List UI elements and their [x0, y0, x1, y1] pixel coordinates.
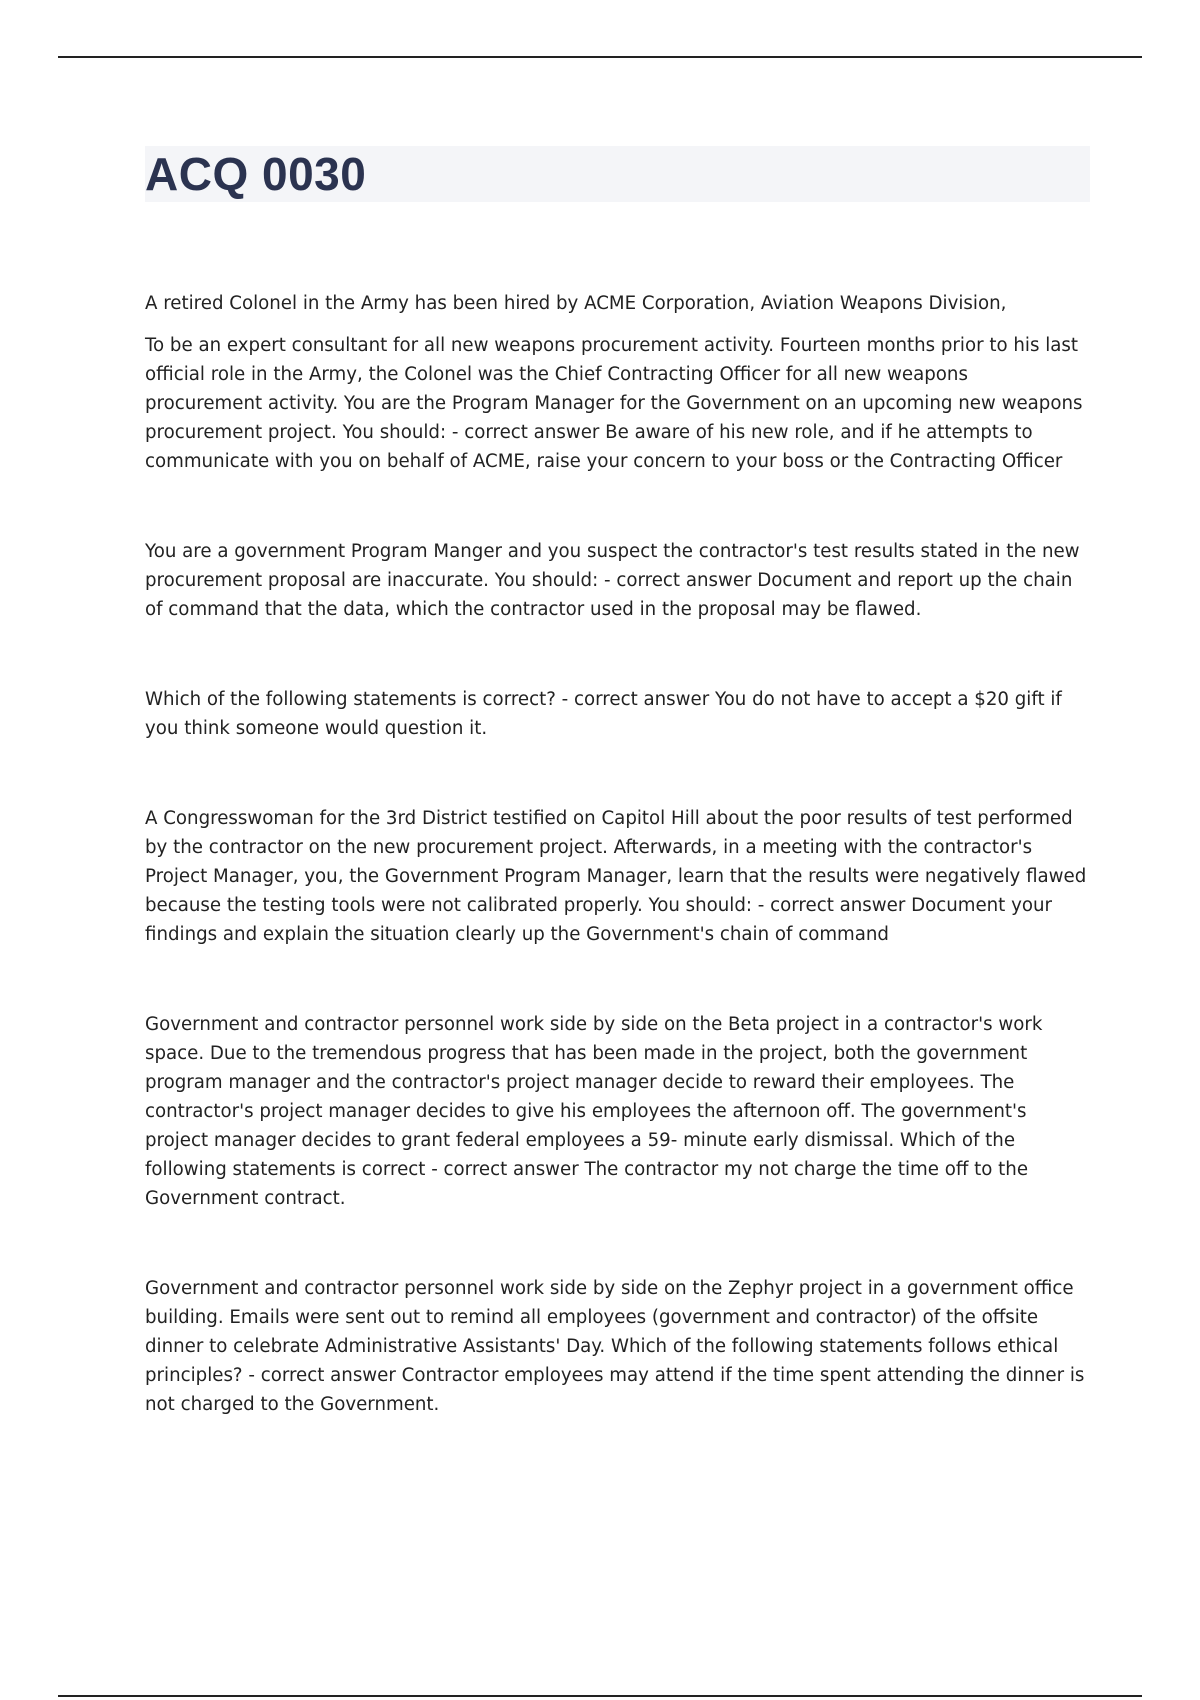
qa-paragraph-5: Government and contractor personnel work side by side on the Beta project in a contractor's work space. Due to the tremendous progress that has been made in the project, both the government program manager and the contractor's project manager decide to reward their employees. The contractor's project manager decides to give his employees the afternoon off. The government's project manager decides to grant federal employees a 59- minute early dismissal. Which of the following statements is correct - correct answer The contractor my not charge the time off to the Government contract. — [145, 1014, 1043, 1209]
bottom-divider — [58, 1695, 1142, 1697]
qa-paragraph-4: A Congresswoman for the 3rd District testified on Capitol Hill about the poor results of test performed by the contractor on the new procurement project. Afterwards, in a meeting with the contractor's Project Manager, you, the Government Program Manager, learn that the results were negatively flawed because the testing tools were not calibrated properly. You should: - correct answer Document your findings and explain the situation clearly up the Government's chain of command — [145, 808, 1087, 945]
top-divider — [58, 56, 1142, 58]
qa-paragraph-3: Which of the following statements is correct? - correct answer You do not have to accept a $20 gift if you think someone would question it. — [145, 689, 1062, 739]
document-body — [145, 289, 1090, 1480]
qa-paragraph-2: You are a government Program Manger and you suspect the contractor's test results stated in the new procurement proposal are inaccurate. You should: - correct answer Document and report up the chain of command that the data, which the contractor used in the proposal may be flawed. — [145, 541, 1080, 620]
qa-paragraph-6: Government and contractor personnel work side by side on the Zephyr project in a government office building. Emails were sent out to remind all employees (government and contractor) of the offsite dinner to celebrate Administrative Assistants' Day. Which of the following statements follows ethical principles? - correct answer Contractor employees may attend if the time spent attending the dinner is not charged to the Government. — [145, 1278, 1085, 1415]
qa-paragraph-1: To be an expert consultant for all new weapons procurement activity. Fourteen months prior to his last official role in the Army, the Colonel was the Chief Contracting Officer for all new weapons procurement activity. You are the Program Manager for the Government on an upcoming new weapons procurement project. You should: - correct answer Be aware of his new role, and if he attempts to communicate with you on behalf of ACME, raise your concern to your boss or the Contracting Officer — [145, 335, 1083, 472]
intro-paragraph: A retired Colonel in the Army has been hired by ACME Corporation, Aviation Weapons Division, — [145, 293, 1007, 314]
document-title: ACQ 0030 — [145, 148, 367, 200]
